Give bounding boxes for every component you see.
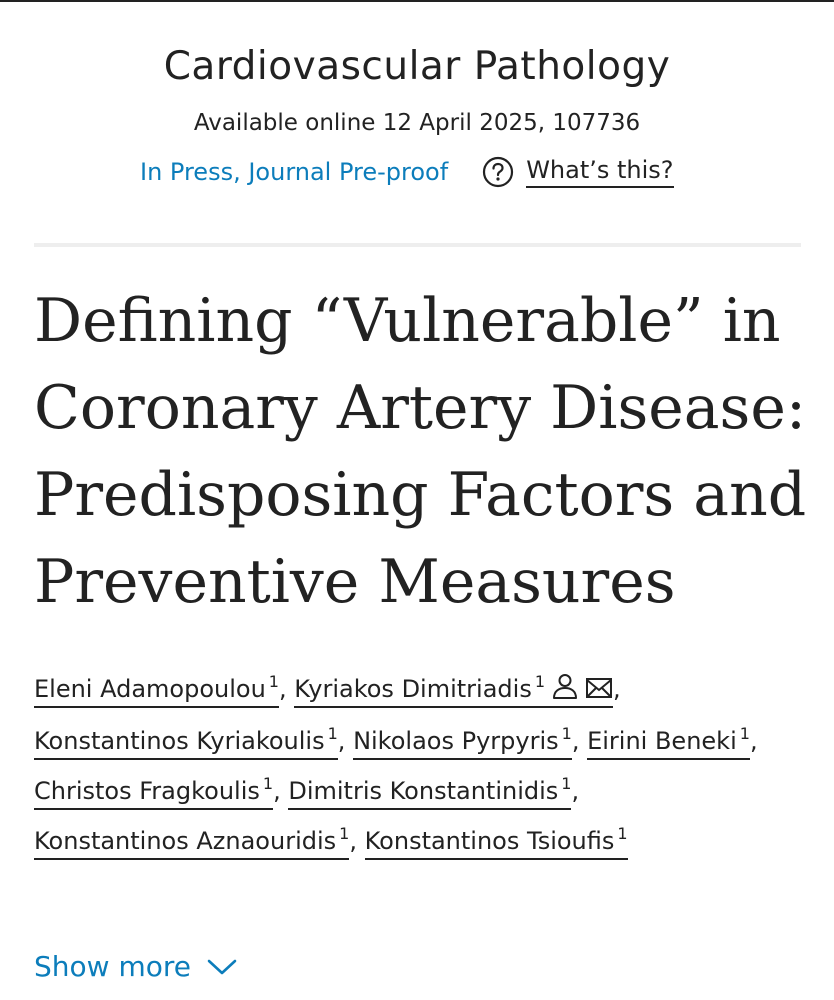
affiliation-marker: 1 [268,672,279,691]
affiliation-marker: 1 [561,774,572,793]
author-separator: , [278,675,287,703]
affiliation-marker: 1 [339,824,350,843]
author-link[interactable] [364,824,628,860]
author-list [34,664,814,866]
author-link[interactable] [34,824,350,860]
author-separator: , [571,777,580,805]
affiliation-marker: 1 [327,724,338,743]
author-separator: , [749,727,758,755]
author-name: Christos Fragkoulis [34,777,260,805]
author-name: Konstantinos Tsioufis [364,827,615,855]
author-link[interactable] [34,774,274,810]
author-link[interactable] [353,724,572,760]
author-link[interactable] [34,724,338,760]
journal-title[interactable]: Cardiovascular Pathology [163,44,671,89]
author-link[interactable] [34,672,279,708]
author-name: Kyriakos Dimitriadis [294,675,532,703]
author-name: Dimitris Konstantinidis [288,777,559,805]
author-separator: , [613,675,621,703]
whats-this-button[interactable] [482,156,673,188]
affiliation-marker: 1 [617,824,628,843]
affiliation-marker: 1 [739,724,750,743]
author-link[interactable] [587,724,750,760]
person-icon [551,666,579,716]
affiliation-marker: 1 [262,774,274,793]
author-link[interactable] [288,774,572,810]
header-divider [34,243,801,247]
publication-status-row [140,152,674,192]
author-name: Eirini Beneki [587,727,737,755]
author-name: Konstantinos Kyriakoulis [34,727,325,755]
question-circle-icon [482,156,514,188]
chevron-down-icon [191,958,237,976]
author-name: Nikolaos Pyrpyris [353,727,559,755]
author-separator: , [337,727,346,755]
show-more-button[interactable] [34,950,237,983]
author-name: Konstantinos Aznaouridis [34,827,337,855]
article-title: Defining “Vulnerable” in Coronary Artery Disease: Predisposing Factors and Preventive Measures [34,286,807,617]
in-press-link[interactable]: In Press, Journal Pre-proof [140,158,449,186]
author-name: Eleni Adamopoulou [34,675,266,703]
whats-this-label: What’s this? [526,156,673,188]
author-separator: , [349,827,357,855]
affiliation-marker: 1 [561,724,572,743]
show-more-label: Show more [34,950,191,983]
author-separator: , [571,727,580,755]
top-border [0,0,834,2]
author-separator: , [273,777,281,805]
author-link[interactable] [294,672,613,708]
envelope-icon [585,666,613,716]
availability-info: Available online 12 April 2025, 107736 [193,110,641,136]
affiliation-marker: 1 [534,672,546,691]
